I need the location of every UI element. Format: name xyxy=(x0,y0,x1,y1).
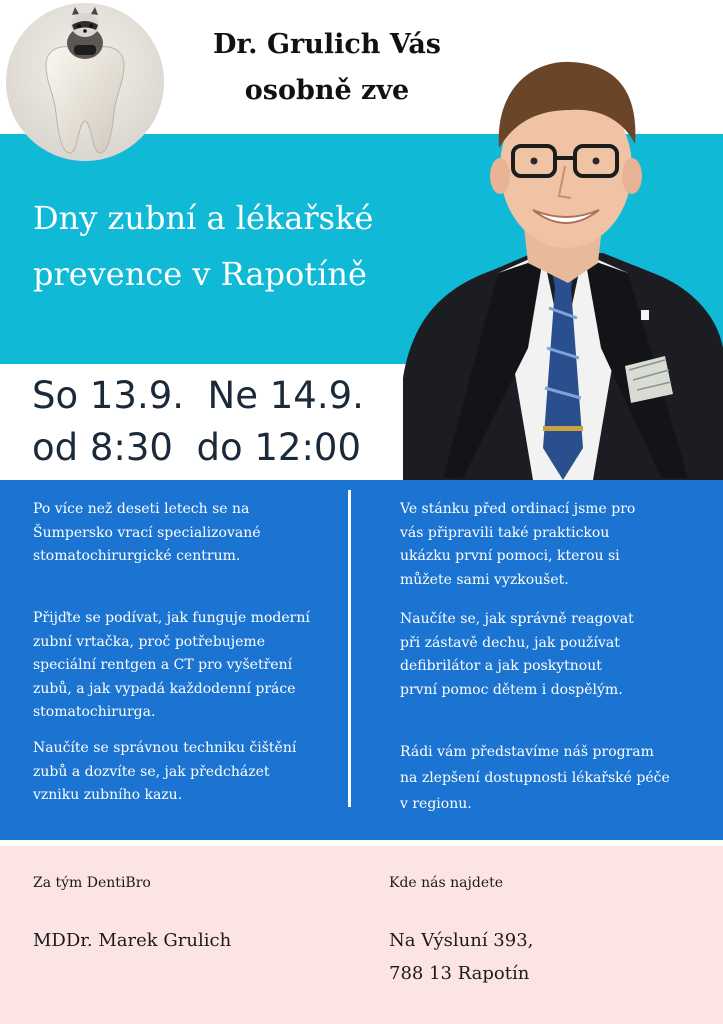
text-line: vás připravili také praktickou xyxy=(400,524,610,541)
text-line: vzniku zubního kazu. xyxy=(33,787,183,803)
text-line: v regionu. xyxy=(400,796,472,812)
text-line: ukázku první pomoci, kterou si xyxy=(400,548,620,564)
invitation-line-2: osobně zve xyxy=(244,75,410,106)
raccoon-tooth-logo xyxy=(6,3,164,161)
location-label: Kde nás najdete xyxy=(389,875,504,891)
right-paragraph-2 xyxy=(400,608,700,702)
column-divider xyxy=(348,490,351,807)
text-line: Rádi vám představíme náš program xyxy=(400,744,654,760)
doctor-portrait xyxy=(403,48,723,480)
event-title-line-1: Dny zubní a lékařské xyxy=(33,199,374,237)
address-line-1: Na Výsluní 393, xyxy=(389,930,534,951)
text-line: můžete sami vyzkoušet. xyxy=(400,571,569,588)
text-line: Naučíte se správnou techniku čištění xyxy=(33,740,297,756)
text-line: zubů, a jak vypadá každodenní práce xyxy=(33,680,296,697)
address xyxy=(389,924,533,990)
left-paragraph-2 xyxy=(33,607,338,725)
text-line: na zlepšení dostupnosti lékařské péče xyxy=(400,770,670,786)
event-title xyxy=(33,190,413,302)
text-line: Přijďte se podívat, jak funguje moderní xyxy=(33,610,310,626)
invitation-line-1: Dr. Grulich Vás xyxy=(212,29,442,60)
portrait-photo-icon xyxy=(403,48,723,480)
text-line: stomatochirurga. xyxy=(33,704,156,720)
text-line: Ve stánku před ordinací jsme pro xyxy=(400,501,636,517)
text-line: Šumpersko vrací specializované xyxy=(33,524,261,541)
text-line: defibrilátor a jak poskytnout xyxy=(400,658,602,674)
text-line: zubní vrtačka, proč potřebujeme xyxy=(33,633,265,650)
event-title-line-2: prevence v Rapotíně xyxy=(33,255,367,293)
event-dates: So 13.9. Ne 14.9. xyxy=(32,374,364,417)
event-times: od 8:30 do 12:00 xyxy=(32,426,362,469)
text-line: stomatochirurgické centrum. xyxy=(33,548,241,564)
text-line: při zástavě dechu, jak používat xyxy=(400,634,620,651)
text-line: Naučíte se, jak správně reagovat xyxy=(400,611,634,627)
left-paragraph-1 xyxy=(33,498,338,569)
team-label: Za tým DentiBro xyxy=(33,875,151,891)
doctor-name: MDDr. Marek Grulich xyxy=(33,930,232,951)
right-paragraph-1 xyxy=(400,498,700,592)
text-line: první pomoc dětem i dospělým. xyxy=(400,681,623,698)
left-paragraph-3 xyxy=(33,737,338,808)
address-line-2: 788 13 Rapotín xyxy=(389,963,530,984)
right-paragraph-3 xyxy=(400,739,700,817)
text-line: speciální rentgen a CT pro vyšetření xyxy=(33,657,293,673)
text-line: Po více než deseti letech se na xyxy=(33,501,250,517)
raccoon-tooth-icon xyxy=(6,3,164,161)
text-line: zubů a dozvíte se, jak předcházet xyxy=(33,763,270,780)
